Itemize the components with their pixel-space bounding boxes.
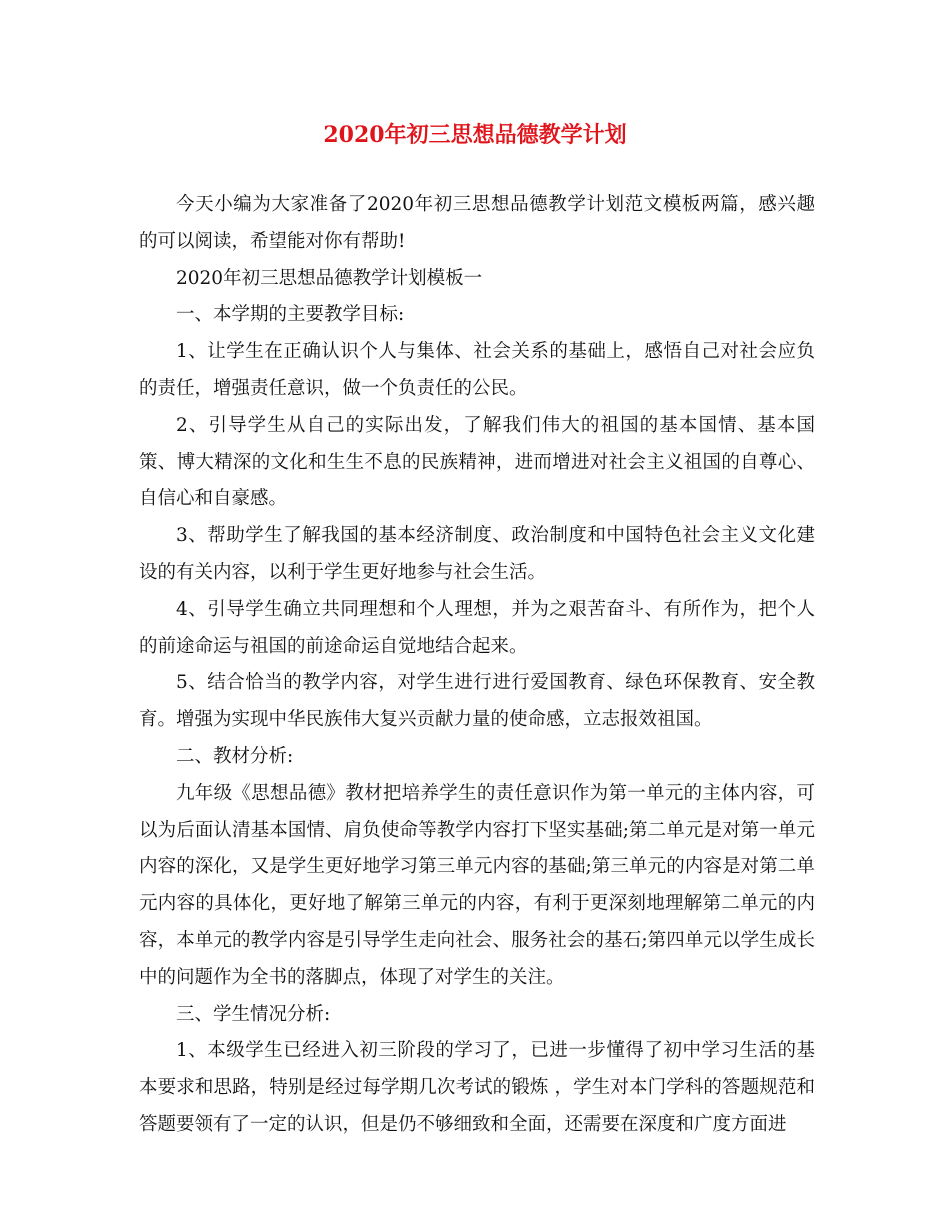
paragraph-textbook-analysis: 九年级《思想品德》教材把培养学生的责任意识作为第一单元的主体内容，可以为后面认清基本国情、肩负使命等教学内容打下坚实基础;第二单元是对第一单元内容的深化，又是学生更好地学习第三单元内容的基础;第三单元的内容是对第二单元内容的具体化，更好地了解第三单元的内容，有利于更深刻地理解第二单元的内容，本单元的教学内容是引导学生走向社会、服务社会的基石;第四单元以学生成长中的问题作为全书的落脚点，体现了对学生的关注。 [139,782,815,988]
section-heading-textbook: 二、教材分析: [176,745,294,767]
paragraph-goal-4: 4、引导学生确立共同理想和个人理想，并为之艰苦奋斗、有所作为，把个人的前途命运与祖国的前途命运自觉地结合起来。 [139,598,815,657]
paragraph-students-1: 1、本级学生已经进入初三阶段的学习了，已进一步懂得了初中学习生活的基本要求和思路，特别是经过每学期几次考试的锻炼 ，学生对本门学科的答题规范和答题要领有了一定的认识，但是仍不够细致和全面，还需要在深度和广度方面进 [139,1040,815,1135]
paragraph-goal-3: 3、帮助学生了解我国的基本经济制度、政治制度和中国特色社会主义文化建设的有关内容，以利于学生更好地参与社会生活。 [139,525,815,583]
paragraph-template-heading: 2020年初三思想品德教学计划模板一 [176,267,483,289]
paragraph-intro: 今天小编为大家准备了2020年初三思想品德教学计划范文模板两篇，感兴趣的可以阅读，希望能对你有帮助! [139,194,815,252]
paragraph-goal-1: 1、让学生在正确认识个人与集体、社会关系的基础上，感悟自己对社会应负的责任，增强责任意识，做一个负责任的公民。 [139,341,815,399]
paragraph-goal-2: 2、引导学生从自己的实际出发，了解我们伟大的祖国的基本国情、基本国策、博大精深的文化和生生不息的民族精神，进而增进对社会主义祖国的自尊心、自信心和自豪感。 [139,414,815,510]
section-heading-students: 三、学生情况分析: [176,1003,331,1025]
document-title: 2020年初三思想品德教学计划 [323,122,627,148]
section-heading-goals: 一、本学期的主要教学目标: [176,304,405,326]
document-body [139,187,815,1144]
paragraph-goal-5: 5、结合恰当的教学内容，对学生进行进行爱国教育、绿色环保教育、安全教育。增强为实现中华民族伟大复兴贡献力量的使命感，立志报效祖国。 [139,672,815,731]
